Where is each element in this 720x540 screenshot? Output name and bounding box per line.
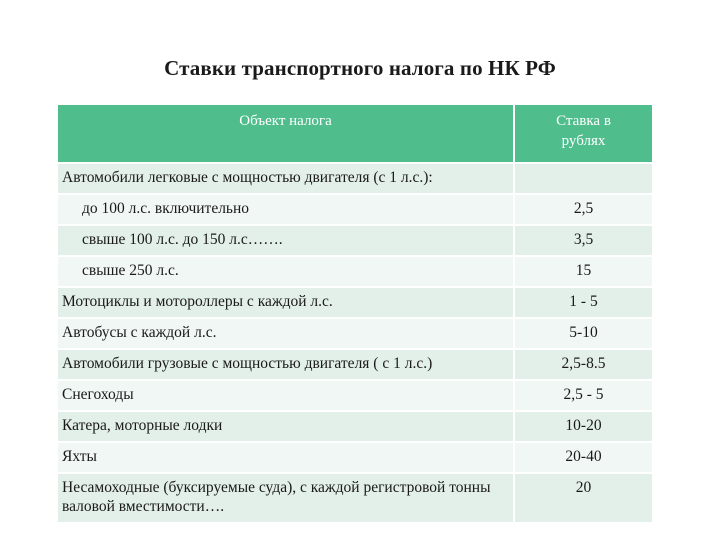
row-object: Мотоциклы и мотороллеры с каждой л.с. [58,287,514,318]
row-rate: 2,5 [514,194,652,225]
table-row [58,349,652,380]
row-object: Яхты [58,442,514,473]
row-rate: 1 - 5 [514,287,652,318]
row-rate: 20-40 [514,442,652,473]
table-row [58,380,652,411]
tax-rates-table [58,105,652,522]
row-object: Автомобили легковые с мощностью двигателя (с 1 л.с.): [58,163,514,194]
table-row [58,411,652,442]
row-rate: 10-20 [514,411,652,442]
table-header-row [58,105,652,163]
row-rate: 3,5 [514,225,652,256]
table-row [58,225,652,256]
row-rate: 15 [514,256,652,287]
row-object: Снегоходы [58,380,514,411]
row-object: до 100 л.с. включительно [58,194,514,225]
table-row [58,256,652,287]
table-row [58,194,652,225]
row-rate [514,163,652,194]
row-object: Автобусы с каждой л.с. [58,318,514,349]
row-rate: 5-10 [514,318,652,349]
row-rate: 2,5-8.5 [514,349,652,380]
row-object: свыше 100 л.с. до 150 л.с……. [58,225,514,256]
row-rate: 2,5 - 5 [514,380,652,411]
table-row [58,163,652,194]
header-rate: Ставка в рублях [514,105,652,163]
row-object: Автомобили грузовые с мощностью двигателя ( с 1 л.с.) [58,349,514,380]
row-object: Катера, моторные лодки [58,411,514,442]
row-object: свыше 250 л.с. [58,256,514,287]
table-row [58,287,652,318]
page-title: Ставки транспортного налога по НК РФ [164,56,556,80]
row-object: Несамоходные (буксируемые суда), с каждой регистровой тонны валовой вместимости…. [58,473,514,522]
table-row [58,318,652,349]
row-rate: 20 [514,473,652,522]
table-row [58,473,652,522]
table-row [58,442,652,473]
header-object: Объект налога [58,105,514,163]
